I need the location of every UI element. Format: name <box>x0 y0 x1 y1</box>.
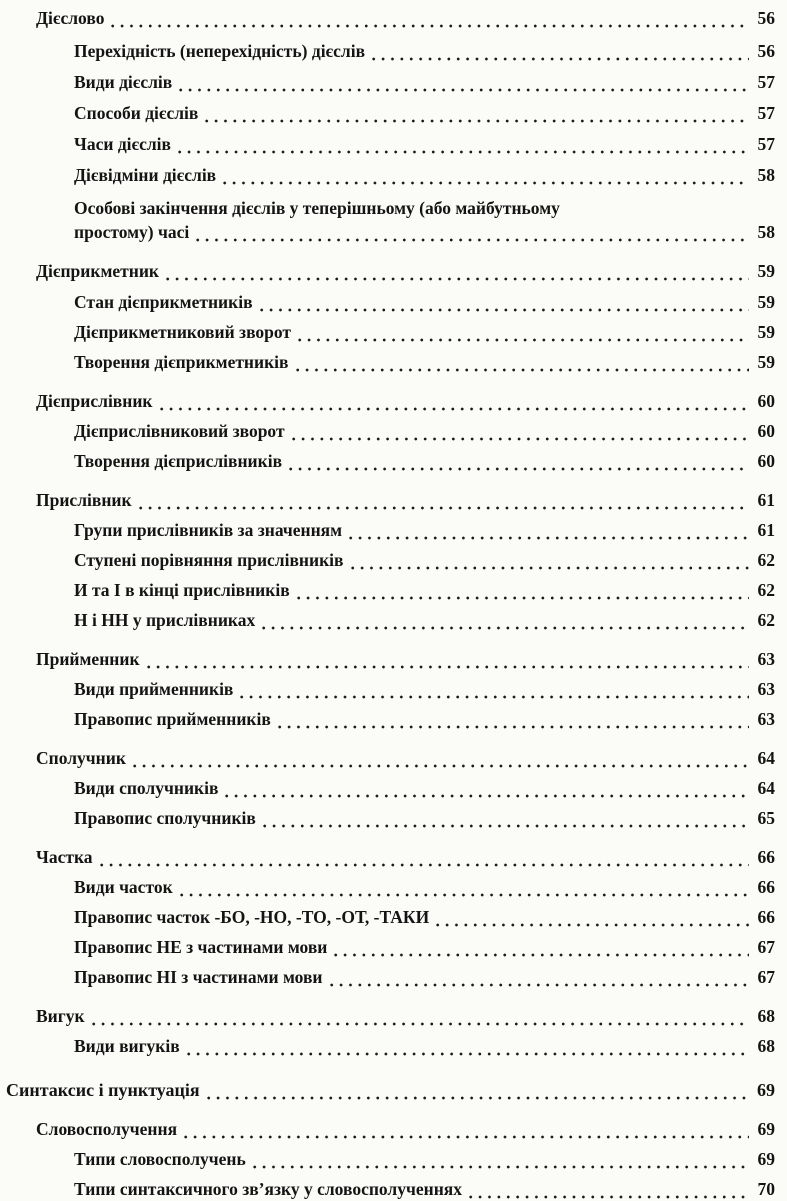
toc-entry-page-number: 69 <box>757 1119 775 1139</box>
toc-entry[interactable] <box>74 449 775 473</box>
dot-leader <box>346 518 749 542</box>
toc-entry-title: Дієприслівниковий зворот <box>74 421 285 441</box>
toc-entry-page-number: 67 <box>757 937 775 957</box>
toc-entry-page-number: 66 <box>757 907 775 927</box>
toc-entry-page-number: 61 <box>757 520 775 540</box>
toc-entry[interactable] <box>36 1004 775 1028</box>
toc-entry[interactable] <box>74 677 775 701</box>
toc-entry[interactable] <box>36 746 775 770</box>
toc-entry-page-number: 68 <box>757 1036 775 1056</box>
toc-entry[interactable] <box>74 1034 775 1058</box>
toc-entry-title: Сполучник <box>36 748 126 768</box>
toc-entry-page-number: 69 <box>757 1080 775 1100</box>
toc-entry-title: Правопис прийменників <box>74 709 271 729</box>
toc-entry-page-number: 59 <box>757 352 775 372</box>
dot-leader <box>193 220 749 244</box>
dot-leader <box>144 647 749 671</box>
dot-leader <box>175 132 749 156</box>
toc-entry-title: Види часток <box>74 877 173 897</box>
toc-entry-page-number: 66 <box>757 877 775 897</box>
toc-entry-page-number: 63 <box>757 649 775 669</box>
toc-entry[interactable] <box>74 707 775 731</box>
toc-entry-title: Прийменник <box>36 649 140 669</box>
toc-entry-title: Дієприкметниковий зворот <box>74 322 292 342</box>
dot-leader <box>89 1004 749 1028</box>
toc-entry[interactable] <box>36 647 775 671</box>
dot-leader <box>204 1078 749 1102</box>
toc-entry-title: Творення дієприкметників <box>74 352 289 372</box>
toc-entry-title: Синтаксис і пунктуація <box>6 1080 200 1100</box>
toc-entry-page-number: 65 <box>757 808 775 828</box>
toc-entry-page-number: 56 <box>757 8 775 28</box>
dot-leader <box>237 677 749 701</box>
dot-leader <box>294 578 749 602</box>
toc-entry[interactable] <box>74 196 775 220</box>
toc-entry-page-number: 56 <box>757 41 775 61</box>
toc-entry-title: Групи прислівників за значенням <box>74 520 343 540</box>
toc-entry-page-number: 60 <box>757 451 775 471</box>
toc-entry[interactable] <box>74 320 775 344</box>
dot-leader <box>97 845 749 869</box>
toc-entry-title: Способи дієслів <box>74 103 199 123</box>
toc-entry[interactable] <box>74 548 775 572</box>
toc-entry[interactable] <box>74 70 775 94</box>
toc-entry-title: Правопис НІ з частинами мови <box>74 967 323 987</box>
toc-entry-page-number: 64 <box>757 748 775 768</box>
toc-entry-title: Види прийменників <box>74 679 234 699</box>
toc-entry-title: Правопис сполучників <box>74 808 256 828</box>
toc-entry-page-number: 59 <box>757 292 775 312</box>
toc-entry-page-number: 67 <box>757 967 775 987</box>
toc-entry[interactable] <box>74 290 775 314</box>
toc-entry[interactable] <box>36 389 775 413</box>
toc-entry-title: Типи синтаксичного зв’язку у словосполученнях <box>74 1179 463 1199</box>
toc-entry-page-number: 60 <box>757 421 775 441</box>
toc-entry-title: Типи словосполучень <box>74 1149 246 1169</box>
toc-entry[interactable] <box>74 220 775 244</box>
dot-leader <box>369 39 749 63</box>
toc-entry-page-number: 62 <box>757 550 775 570</box>
dot-leader <box>163 259 749 283</box>
toc-entry-title: Дієприкметник <box>36 261 159 281</box>
dot-leader <box>286 449 749 473</box>
dot-leader <box>130 746 749 770</box>
toc-entry[interactable] <box>74 875 775 899</box>
toc-entry[interactable] <box>74 419 775 443</box>
toc-entry-page-number: 69 <box>757 1149 775 1169</box>
dot-leader <box>275 707 749 731</box>
toc-entry[interactable] <box>74 1177 775 1201</box>
toc-entry-title: Дієслово <box>36 8 105 28</box>
toc-entry[interactable] <box>6 1078 775 1102</box>
toc-entry[interactable] <box>74 350 775 374</box>
dot-leader <box>157 389 749 413</box>
toc-entry[interactable] <box>74 39 775 63</box>
dot-leader <box>136 488 749 512</box>
toc-entry[interactable] <box>74 101 775 125</box>
toc-entry-title: Правопис часток -БО, -НО, -ТО, -ОТ, -ТАКИ <box>74 907 430 927</box>
toc-entry-page-number: 57 <box>757 134 775 154</box>
toc-entry-page-number: 61 <box>757 490 775 510</box>
toc-entry-title: Види вигуків <box>74 1036 180 1056</box>
toc-entry[interactable] <box>74 905 775 929</box>
dot-leader <box>289 419 749 443</box>
toc-entry[interactable] <box>74 608 775 632</box>
toc-entry-title: Часи дієслів <box>74 134 171 154</box>
toc-entry-title: Частка <box>36 847 93 867</box>
toc-entry-page-number: 57 <box>757 72 775 92</box>
dot-leader <box>260 806 749 830</box>
toc-entry-title: Прислівник <box>36 490 132 510</box>
toc-entry[interactable] <box>74 518 775 542</box>
toc-entry-title: И та І в кінці прислівників <box>74 580 290 600</box>
toc-entry-page-number: 62 <box>757 610 775 630</box>
toc-entry-title: Творення дієприслівників <box>74 451 283 471</box>
toc-entry-page-number: 70 <box>757 1179 775 1199</box>
toc-entry-page-number: 66 <box>757 847 775 867</box>
toc-entry[interactable] <box>36 845 775 869</box>
toc-entry[interactable] <box>74 1147 775 1171</box>
toc-entry[interactable] <box>74 935 775 959</box>
dot-leader <box>433 905 749 929</box>
toc-entry[interactable] <box>74 163 775 187</box>
toc-entry-title: Стан дієприкметників <box>74 292 253 312</box>
toc-entry-title: Перехідність (неперехідність) дієслів <box>74 41 366 61</box>
dot-leader <box>220 163 749 187</box>
toc-entry-page-number: 59 <box>757 322 775 342</box>
toc-entry-page-number: 63 <box>757 679 775 699</box>
toc-entry-title: Особові закінчення дієслів у теперішньому (або майбутньому <box>74 198 560 218</box>
toc-entry-title: простому) часі <box>74 222 190 242</box>
dot-leader <box>348 548 750 572</box>
dot-leader <box>181 1117 749 1141</box>
toc-entry-page-number: 58 <box>757 222 775 242</box>
dot-leader <box>176 70 749 94</box>
toc-entry[interactable] <box>36 259 775 283</box>
toc-entry-title: Словосполучення <box>36 1119 178 1139</box>
toc-entry[interactable] <box>74 776 775 800</box>
toc-entry[interactable] <box>36 1117 775 1141</box>
dot-leader <box>466 1177 749 1201</box>
toc-entry[interactable] <box>74 806 775 830</box>
dot-leader <box>202 101 749 125</box>
dot-leader <box>327 965 749 989</box>
dot-leader <box>295 320 749 344</box>
toc-entry-title: Дієприслівник <box>36 391 153 411</box>
toc-entry-title: Ступені порівняння прислівників <box>74 550 344 570</box>
toc-entry-title: Н і НН у прислівниках <box>74 610 256 630</box>
toc-entry[interactable] <box>74 132 775 156</box>
toc-entry-page-number: 68 <box>757 1006 775 1026</box>
dot-leader <box>257 290 749 314</box>
toc-entry-page-number: 57 <box>757 103 775 123</box>
toc-entry-title: Дієвідміни дієслів <box>74 165 217 185</box>
toc-entry-page-number: 64 <box>757 778 775 798</box>
dot-leader <box>250 1147 749 1171</box>
toc-entry-page-number: 63 <box>757 709 775 729</box>
toc-entry-title: Види сполучників <box>74 778 219 798</box>
toc-entry[interactable] <box>74 578 775 602</box>
dot-leader <box>259 608 749 632</box>
toc-entry-page-number: 60 <box>757 391 775 411</box>
toc-entry[interactable] <box>74 965 775 989</box>
dot-leader <box>222 776 749 800</box>
dot-leader <box>108 6 749 30</box>
toc-entry-page-number: 62 <box>757 580 775 600</box>
dot-leader <box>331 935 749 959</box>
dot-leader <box>177 875 749 899</box>
dot-leader <box>184 1034 749 1058</box>
toc-entry-title: Види дієслів <box>74 72 173 92</box>
toc-entry-title: Правопис НЕ з частинами мови <box>74 937 328 957</box>
dot-leader <box>293 350 750 374</box>
toc-entry-page-number: 58 <box>757 165 775 185</box>
toc-entry[interactable] <box>36 6 775 30</box>
toc-entry-title: Вигук <box>36 1006 85 1026</box>
toc-entry[interactable] <box>36 488 775 512</box>
toc-entry-page-number: 59 <box>757 261 775 281</box>
